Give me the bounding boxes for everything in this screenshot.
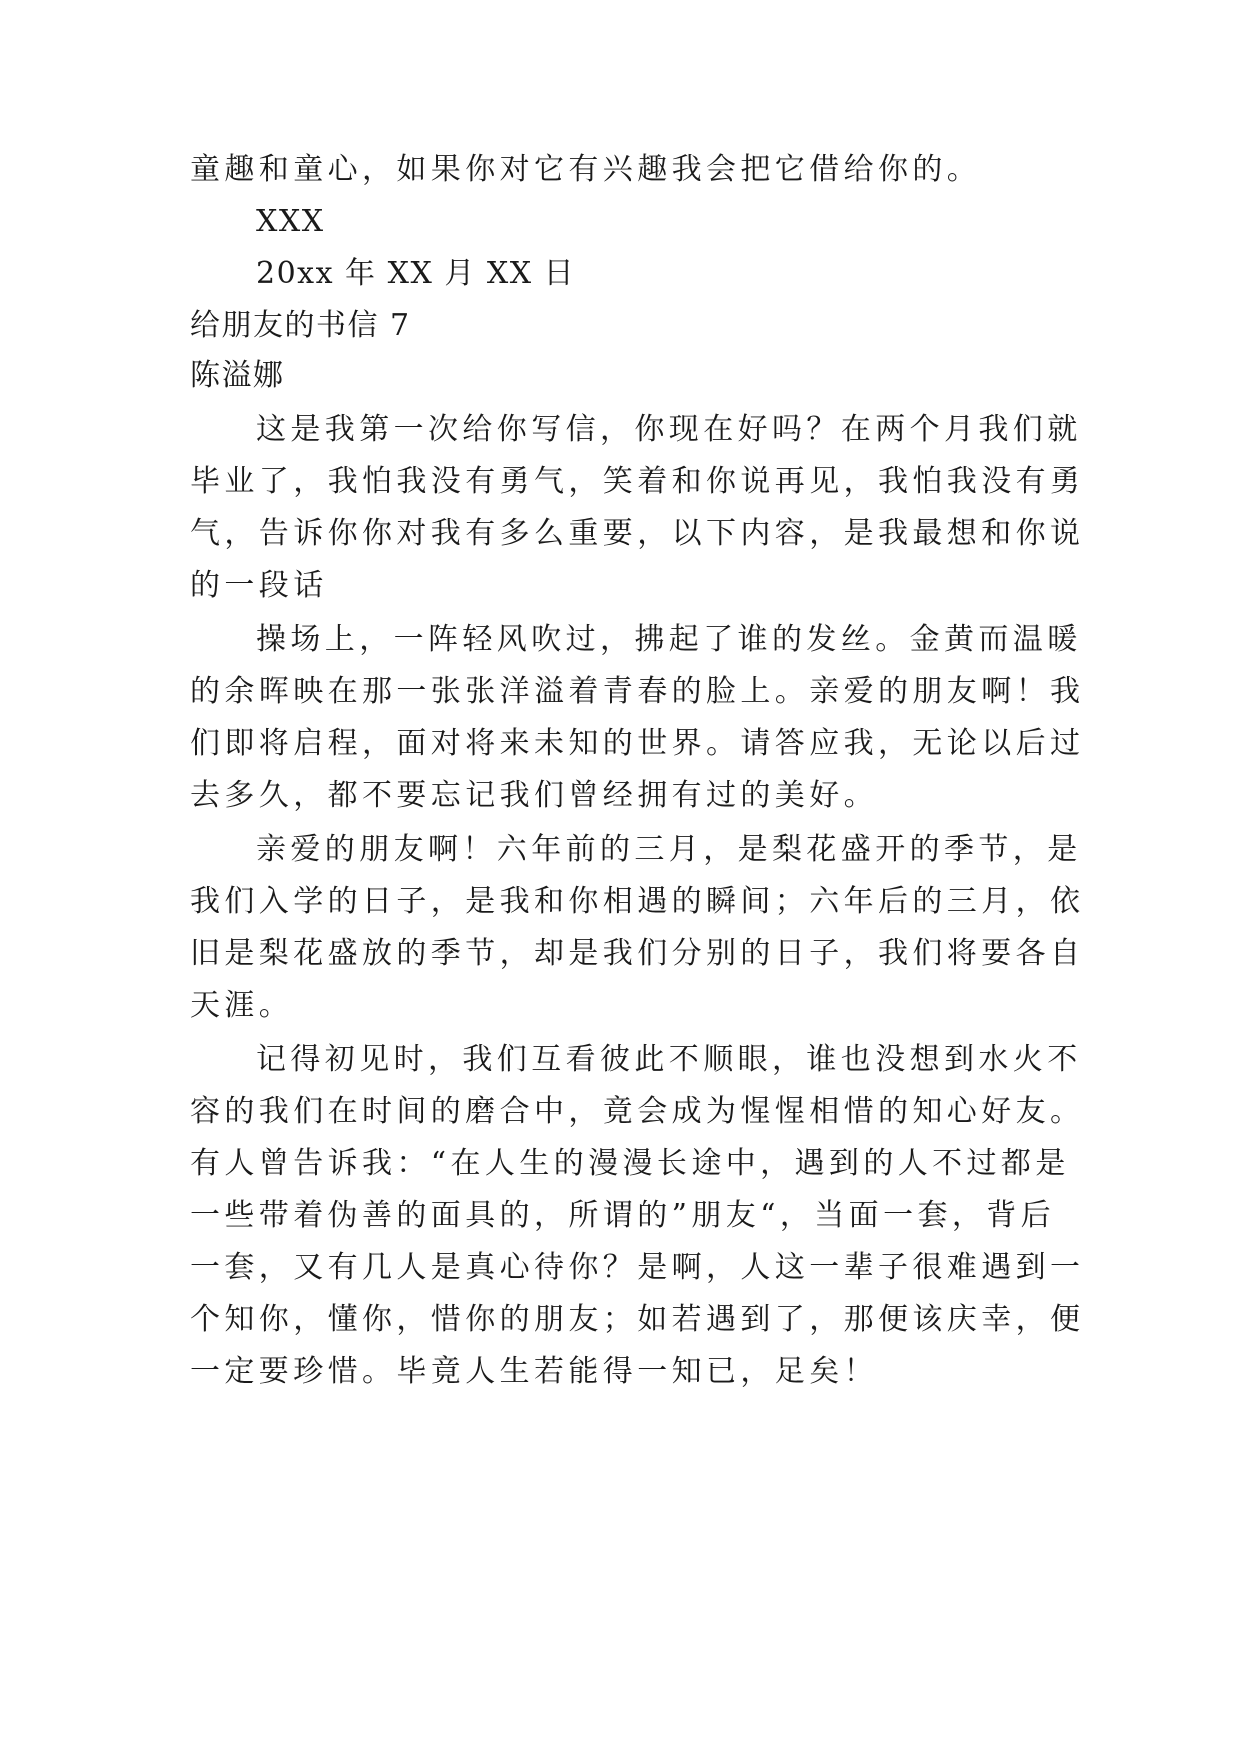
text-line: 毕业了，我怕我没有勇气，笑着和你说再见，我怕我没有勇 [190,464,1085,499]
text-line: 童趣和童心，如果你对它有兴趣我会把它借给你的。 [190,152,982,187]
text-line: 们即将启程，面对将来未知的世界。请答应我，无论以后过 [190,726,1085,761]
text-line: 一定要珍惜。毕竟人生若能得一知已，足矣！ [190,1354,878,1389]
signature-date: 20xx 年 XX 月 XX 日 [256,256,576,291]
text-line: 这是我第一次给你写信，你现在好吗？在两个月我们就 [256,412,1082,447]
signature-name: XXX [256,204,325,239]
text-line: 去多久，都不要忘记我们曾经拥有过的美好。 [190,778,878,813]
text-line: 记得初见时，我们互看彼此不顺眼，谁也没想到水火不 [256,1042,1082,1077]
text-line: 一些带着伪善的面具的，所谓的”朋友“，当面一套，背后 [190,1198,1056,1233]
text-line: 操场上，一阵轻风吹过，拂起了谁的发丝。金黄而温暖 [256,622,1082,657]
section-title: 给朋友的书信 7 [190,308,411,343]
text-line: 旧是梨花盛放的季节，却是我们分别的日子，我们将要各自 [190,936,1085,971]
text-line: 有人曾告诉我：“在人生的漫漫长途中，遇到的人不过都是 [190,1146,1070,1181]
text-line: 天涯。 [190,988,294,1023]
author-name: 陈溢娜 [190,358,285,393]
text-line: 气，告诉你你对我有多么重要，以下内容，是我最想和你说 [190,516,1085,551]
text-line: 个知你，懂你，惜你的朋友；如若遇到了，那便该庆幸，便 [190,1302,1085,1337]
text-line: 我们入学的日子，是我和你相遇的瞬间；六年后的三月，依 [190,884,1085,919]
text-line: 一套，又有几人是真心待你？是啊，人这一辈子很难遇到一 [190,1250,1085,1285]
text-line: 容的我们在时间的磨合中，竟会成为惺惺相惜的知心好友。 [190,1094,1085,1129]
text-line: 的余晖映在那一张张洋溢着青春的脸上。亲爱的朋友啊！我 [190,674,1085,709]
text-line: 亲爱的朋友啊！六年前的三月，是梨花盛开的季节，是 [256,832,1082,867]
text-line: 的一段话 [190,568,328,603]
